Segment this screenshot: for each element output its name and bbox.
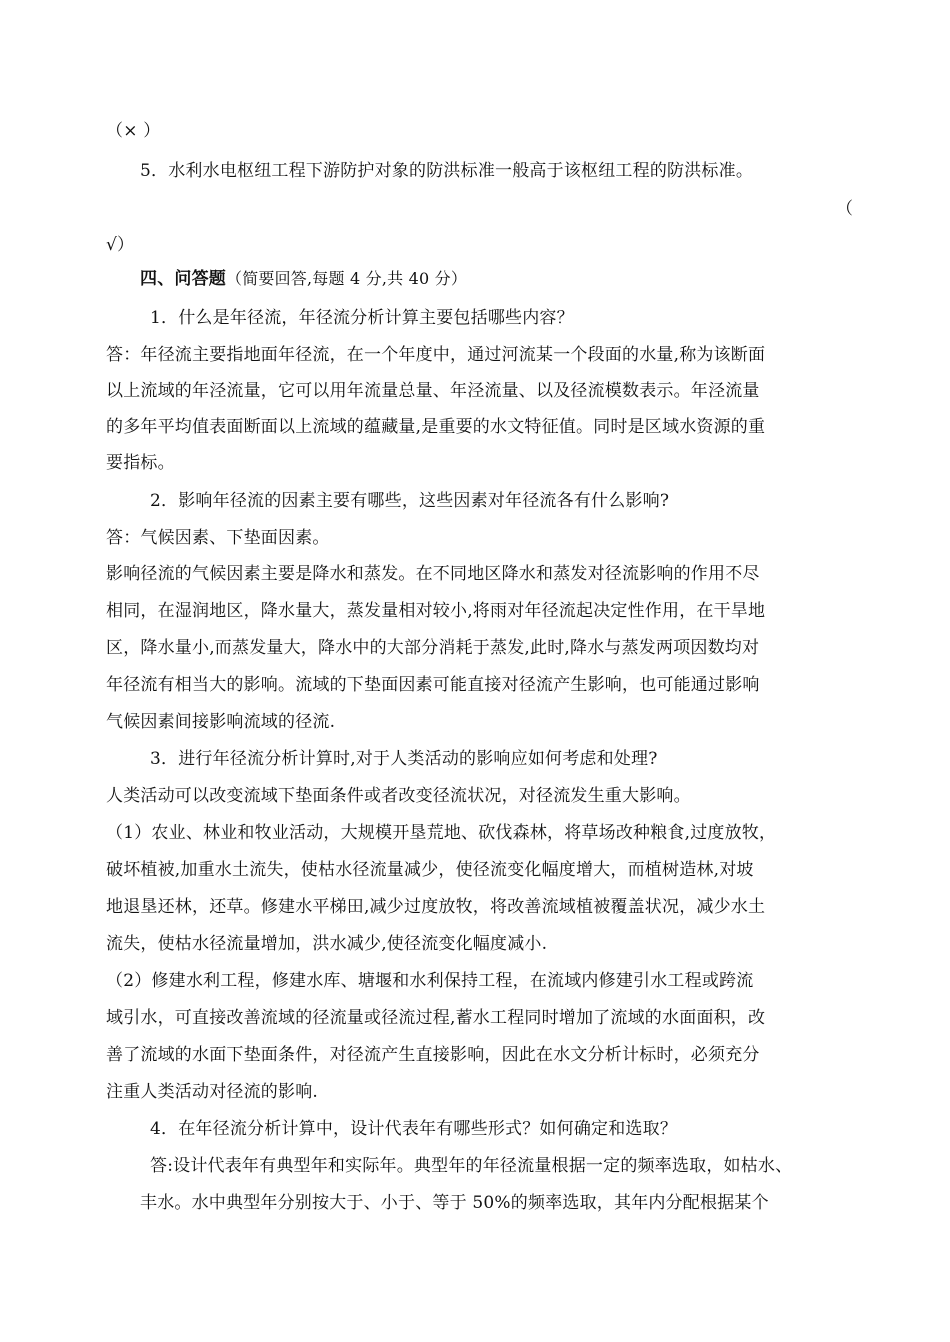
answer-3-line-8: 善了流域的水面下垫面条件，对径流产生直接影响，因此在水文分析计标时，必须充分 <box>106 1045 760 1065</box>
question-3: 3．进行年径流分析计算时,对于人类活动的影响应如何考虑和处理? <box>150 749 658 769</box>
section-title: 四、问答题 <box>140 269 226 289</box>
answer-1-line-2: 以上流域的年泾流量，它可以用年流量总量、年泾流量、以及径流模数表示。年泾流量 <box>106 381 760 401</box>
answer-3-line-6: （2）修建水利工程，修建水库、塘堰和水利保持工程，在流域内修建引水工程或跨流 <box>106 971 754 991</box>
answer-mark-check: √） <box>106 235 135 255</box>
question-1: 1．什么是年径流，年径流分析计算主要包括哪些内容？ <box>150 308 574 328</box>
answer-2-line-6: 气候因素间接影响流域的径流. <box>106 712 336 732</box>
answer-3-line-9: 注重人类活动对径流的影响. <box>106 1082 319 1102</box>
answer-3-line-1: 人类活动可以改变流域下垫面条件或者改变径流状况，对径流发生重大影响。 <box>106 786 691 806</box>
answer-3-line-2: （1）农业、林业和牧业活动，大规模开垦荒地、砍伐森林，将草场改种粮食,过度放牧， <box>106 823 777 843</box>
answer-2-line-1: 答：气候因素、下垫面因素。 <box>106 528 330 548</box>
question-5-text: 5．水利水电枢纽工程下游防护对象的防洪标准一般高于该枢纽工程的防洪标准。 <box>140 161 754 181</box>
answer-3-line-5: 流失，使枯水径流量增加，洪水减少,使径流变化幅度减小. <box>106 934 548 954</box>
answer-3-line-3: 破坏植被,加重水土流失，使枯水径流量减少，使径流变化幅度增大，而植树造林,对坡 <box>106 860 754 880</box>
answer-4-line-1: 答:设计代表年有典型年和实际年。典型年的年径流量根据一定的频率选取，如枯水、 <box>150 1156 793 1176</box>
question-4: 4．在年径流分析计算中，设计代表年有哪些形式？如何确定和选取？ <box>150 1119 678 1139</box>
answer-2-line-4: 区，降水量小,而蒸发量大，降水中的大部分消耗于蒸发,此时,降水与蒸发两项因数均对 <box>106 638 760 658</box>
answer-1-line-4: 要指标。 <box>106 453 175 473</box>
answer-3-line-4: 地退垦还林，还草。修建水平梯田,减少过度放牧，将改善流域植被覆盖状况，减少水土 <box>106 897 766 917</box>
answer-2-line-5: 年径流有相当大的影响。流域的下垫面因素可能直接对径流产生影响，也可能通过影响 <box>106 675 760 695</box>
answer-mark-cross: （× ） <box>106 121 161 141</box>
answer-2-line-3: 相同，在湿润地区，降水量大，蒸发量相对较小,将雨对年径流起决定性作用，在干旱地 <box>106 601 766 621</box>
section-note: （简要回答,每题 4 分,共 40 分） <box>226 269 468 288</box>
answer-3-line-7: 域引水，可直接改善流域的径流量或径流过程,蓄水工程同时增加了流域的水面面积，改 <box>106 1008 766 1028</box>
answer-paren-open: （ <box>836 199 854 219</box>
answer-1-line-3: 的多年平均值表面断面以上流域的蕴藏量,是重要的水文特征值。同时是区域水资源的重 <box>106 417 766 437</box>
question-2: 2．影响年径流的因素主要有哪些，这些因素对年径流各有什么影响? <box>150 491 670 511</box>
answer-1-line-1: 答：年径流主要指地面年径流，在一个年度中，通过河流某一个段面的水量,称为该断面 <box>106 345 766 365</box>
answer-4-line-2: 丰水。水中典型年分别按大于、小于、等于 50%的频率选取，其年内分配根据某个 <box>140 1193 769 1213</box>
section-heading-4 <box>140 268 467 290</box>
answer-2-line-2: 影响径流的气候因素主要是降水和蒸发。在不同地区降水和蒸发对径流影响的作用不尽 <box>106 564 760 584</box>
